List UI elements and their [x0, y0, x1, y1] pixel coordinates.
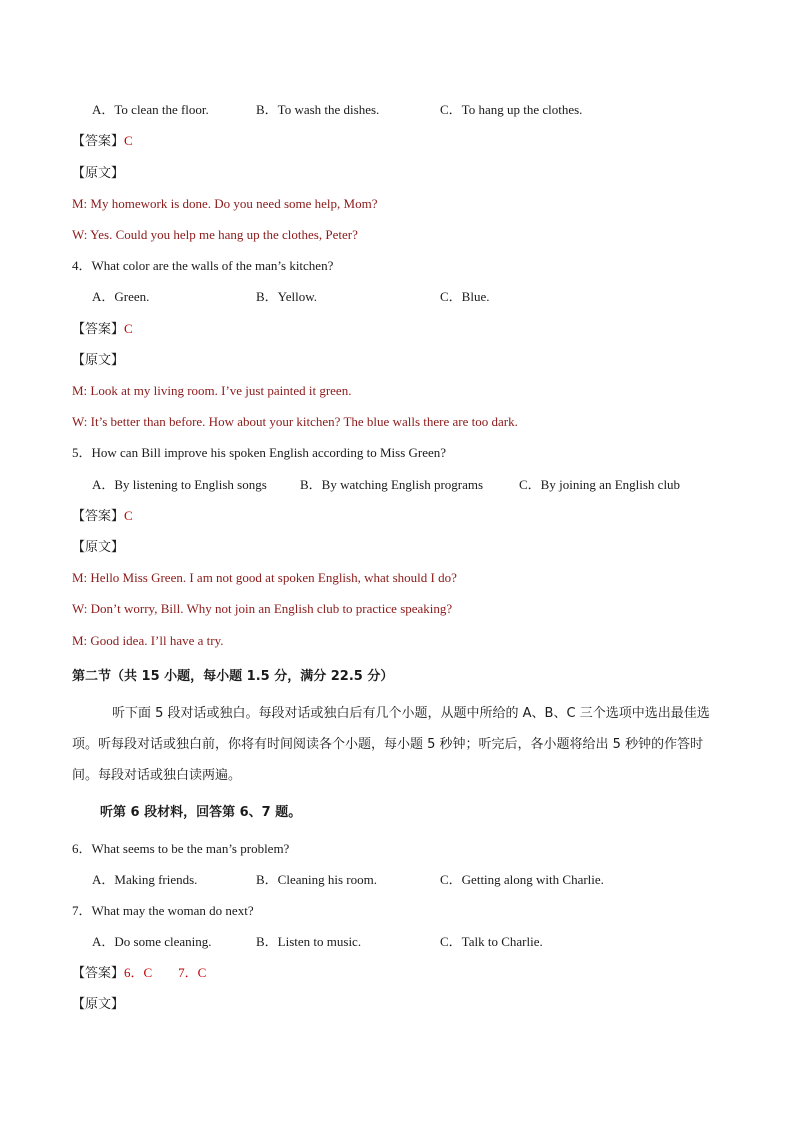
q5-option-b: B．By watching English programs: [300, 477, 484, 492]
q4-option-b: B．Yellow.: [256, 289, 318, 304]
q4-option-c: C．Blue.: [440, 289, 490, 304]
q6-7-text-label: 【原文】: [72, 996, 125, 1011]
q5-text-label: 【原文】: [72, 539, 125, 554]
q5-dialogue-line: M: Hello Miss Green. I am not good at spoken English, what should I do?: [72, 570, 457, 585]
q3-answer: 【答案】C: [72, 133, 133, 148]
q3-option-a: A．To clean the floor.: [92, 102, 209, 117]
q3-text-label: 【原文】: [72, 165, 125, 180]
q4-option-a: A．Green.: [92, 289, 150, 304]
q7-question: 7．What may the woman do next?: [72, 903, 254, 918]
q4-dialogue-line: W: It’s better than before. How about your kitchen? The blue walls there are too dark.: [72, 414, 518, 429]
q5-question: 5．How can Bill improve his spoken English according to Miss Green?: [72, 445, 447, 460]
q5-option-c: C．By joining an English club: [519, 477, 681, 492]
section2-heading: 第二节（共 15 小题，每小题 1.5 分，满分 22.5 分）: [72, 669, 394, 684]
q7-option-b: B．Listen to music.: [256, 934, 362, 949]
q6-option-a: A．Making friends.: [92, 872, 198, 887]
q5-dialogue-line: M: Good idea. I’ll have a try.: [72, 633, 224, 648]
q3-dialogue-line: M: My homework is done. Do you need some help, Mom?: [72, 196, 378, 211]
q7-option-a: A．Do some cleaning.: [92, 934, 212, 949]
q5-dialogue-line: W: Don’t worry, Bill. Why not join an English club to practice speaking?: [72, 601, 453, 616]
q5-option-a: A．By listening to English songs: [92, 477, 267, 492]
q6-option-b: B．Cleaning his room.: [256, 872, 377, 887]
q5-answer: 【答案】C: [72, 508, 133, 523]
q4-text-label: 【原文】: [72, 352, 125, 367]
q6-7-answer: 【答案】6．C 7．C: [72, 965, 207, 980]
q3-option-c: C．To hang up the clothes.: [440, 102, 583, 117]
q6-option-c: C．Getting along with Charlie.: [440, 872, 604, 887]
material-heading: 听第 6 段材料，回答第 6、7 题。: [100, 805, 302, 820]
q6-question: 6．What seems to be the man’s problem?: [72, 841, 290, 856]
q4-question: 4．What color are the walls of the man’s kitchen?: [72, 258, 334, 273]
q4-answer: 【答案】C: [72, 321, 133, 336]
section2-instructions: 听下面 5 段对话或独白。每段对话或独白后有几个小题，从题中所给的 A、B、C 三个选项中选出最佳选项。听每段对话或独白前，你将有时间阅读各个小题，每小题 5 秒钟；听完后，各小题将给出 5 秒钟的作答时间。每段对话或独白读两遍。: [72, 706, 710, 783]
q7-option-c: C．Talk to Charlie.: [440, 934, 543, 949]
q4-dialogue-line: M: Look at my living room. I’ve just painted it green.: [72, 383, 352, 398]
q3-option-b: B．To wash the dishes.: [256, 102, 380, 117]
q3-dialogue-line: W: Yes. Could you help me hang up the clothes, Peter?: [72, 227, 358, 242]
